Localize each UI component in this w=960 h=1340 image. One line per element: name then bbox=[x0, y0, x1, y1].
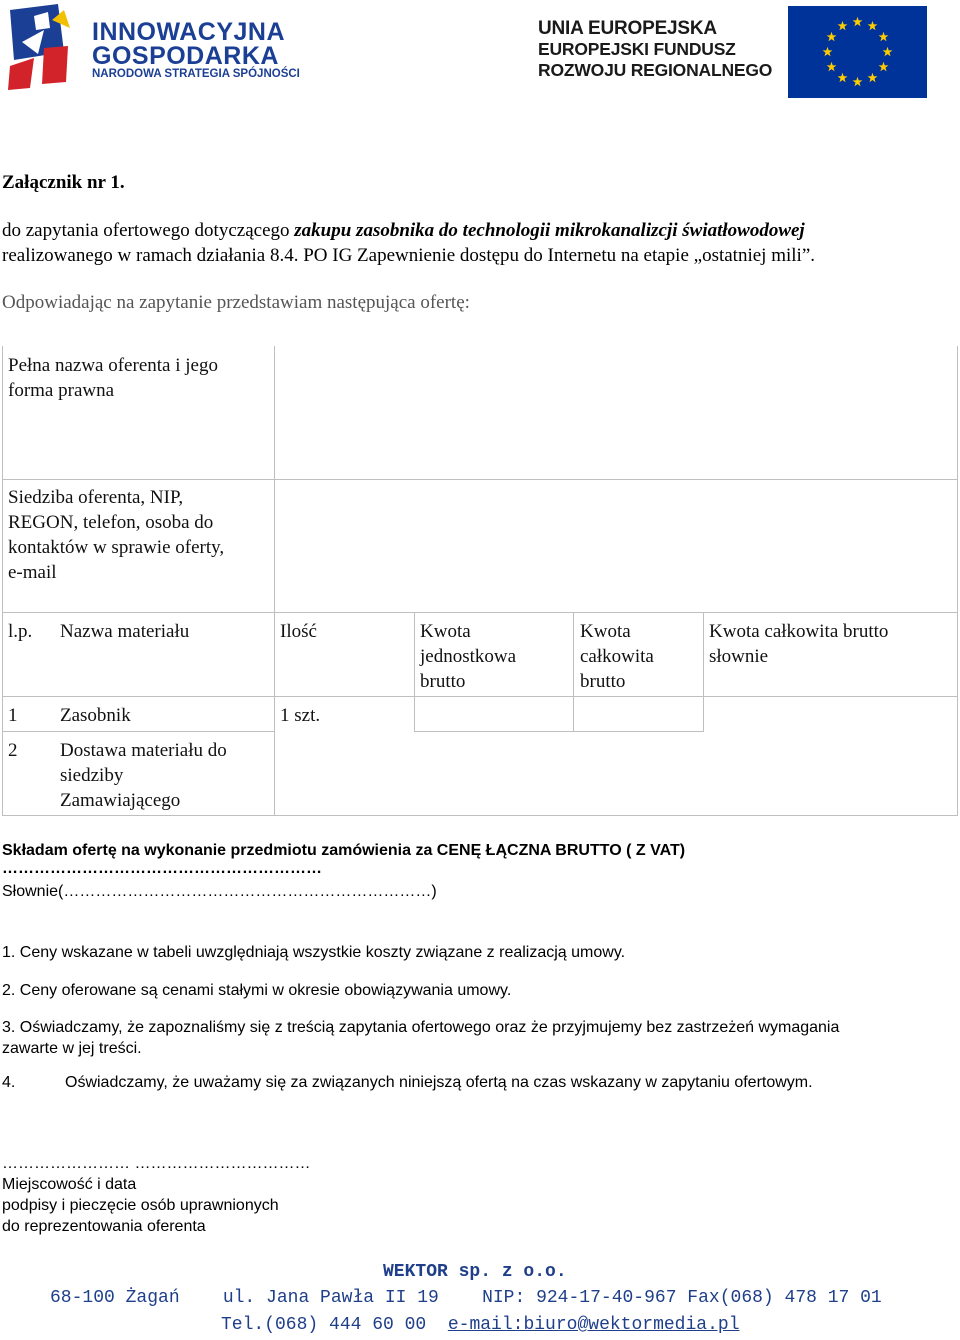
row2-lp: 2 bbox=[8, 740, 18, 761]
signature-block bbox=[2, 1153, 310, 1237]
row2-name-line1: Dostawa materiału do bbox=[60, 740, 227, 761]
items-header-divider bbox=[2, 696, 958, 697]
header-words-line2: słownie bbox=[709, 646, 769, 667]
row2-name bbox=[60, 738, 227, 813]
header-unit-price bbox=[420, 619, 516, 694]
point-1: 1. Ceny wskazane w tabeli uwzględniają wszystkie koszty związane z realizacją umowy. bbox=[2, 944, 626, 961]
header-qty: Ilość bbox=[280, 621, 317, 642]
point-4-text: Oświadczamy, że uważamy się za związanych niniejszą ofertą na czas wskazany w zapytaniu ofertowym. bbox=[65, 1074, 813, 1091]
point-2: 2. Ceny oferowane są cenami stałymi w okresie obowiązywania umowy. bbox=[2, 982, 512, 999]
header-total-price bbox=[580, 619, 654, 694]
intro-plain-text: do zapytania ofertowego dotyczącego bbox=[2, 220, 295, 241]
header-words-line1: Kwota całkowita brutto bbox=[709, 621, 889, 642]
row2-name-line3: Zamawiającego bbox=[60, 790, 181, 811]
items-col-words-line bbox=[703, 612, 704, 732]
point-4-number: 4. bbox=[2, 1074, 16, 1091]
seat-label bbox=[8, 485, 224, 585]
header-total-in-words bbox=[709, 619, 888, 669]
point-3-line2: zawarte w jej treści. bbox=[2, 1040, 142, 1057]
intro-line-1 bbox=[2, 218, 805, 243]
signature-representation: do reprezentowania oferenta bbox=[2, 1218, 206, 1235]
intro-subject-text: zakupu zasobnika do technologii mikrokanalizcji światłowodowej bbox=[294, 220, 805, 241]
header-unit-line1: Kwota bbox=[420, 621, 471, 642]
attachment-title: Załącznik nr 1. bbox=[2, 172, 125, 193]
footer-contact-line bbox=[221, 1315, 740, 1335]
signature-authorized-persons: podpisy i pieczęcie osób uprawnionych bbox=[2, 1197, 279, 1214]
footer-phone: Tel.(068) 444 60 00 bbox=[221, 1315, 427, 1335]
point-3 bbox=[2, 1017, 839, 1059]
full-name-value-cell[interactable] bbox=[274, 346, 958, 480]
items-col-qty-line bbox=[274, 612, 275, 816]
row1-name: Zasobnik bbox=[60, 705, 131, 726]
signature-place-date: Miejscowość i data bbox=[2, 1176, 137, 1193]
header-name: Nazwa materiału bbox=[60, 621, 190, 642]
items-col-total-line bbox=[573, 612, 574, 732]
header-total-line2: całkowita bbox=[580, 646, 654, 667]
innowacyjna-gospodarka-logo bbox=[4, 2, 324, 94]
items-col-unit-line bbox=[414, 612, 415, 732]
ig-logo-line3: NARODOWA STRATEGIA SPÓJNOŚCI bbox=[92, 68, 300, 80]
eu-fund-logo-text bbox=[538, 18, 778, 81]
signature-dots: …………………… …………………………… bbox=[2, 1155, 311, 1172]
point-4 bbox=[2, 1074, 813, 1092]
items-row1-divider-left bbox=[2, 731, 275, 732]
total-price-dots: …………………………………………………… bbox=[2, 860, 322, 877]
full-name-label-line1: Pełna nazwa oferenta i jego bbox=[8, 355, 218, 376]
seat-label-line2: REGON, telefon, osoba do bbox=[8, 512, 214, 533]
header-unit-line2: jednostkowa bbox=[420, 646, 517, 667]
ig-logo-mark-icon bbox=[4, 2, 94, 94]
items-row1-divider-mid bbox=[414, 731, 704, 732]
footer-email-link[interactable]: e-mail:biuro@wektormedia.pl bbox=[447, 1315, 740, 1335]
ue-logo-line2: EUROPEJSKI FUNDUSZ bbox=[538, 39, 736, 59]
full-name-label-line2: forma prawna bbox=[8, 380, 115, 401]
header-unit-line3: brutto bbox=[420, 671, 466, 692]
price-in-words-line: Słownie(……………………………………………………………) bbox=[2, 883, 437, 900]
ig-logo-line2: GOSPODARKA bbox=[92, 42, 279, 70]
seat-label-line3: kontaktów w sprawie oferty, bbox=[8, 537, 225, 558]
seat-label-line1: Siedziba oferenta, NIP, bbox=[8, 487, 184, 508]
total-price-statement: Składam ofertę na wykonanie przedmiotu zamówienia za CENĘ ŁĄCZNA BRUTTO ( Z VAT) bbox=[2, 842, 686, 859]
header-total-line1: Kwota bbox=[580, 621, 631, 642]
seat-value-cell[interactable] bbox=[274, 479, 958, 613]
footer-company: WEKTOR sp. z o.o. bbox=[383, 1262, 567, 1282]
row1-lp: 1 bbox=[8, 705, 18, 726]
header-total-line3: brutto bbox=[580, 671, 626, 692]
row2-name-line2: siedziby bbox=[60, 765, 124, 786]
ue-logo-line3: ROZWOJU REGIONALNEGO bbox=[538, 60, 773, 80]
eu-flag-icon bbox=[788, 6, 927, 98]
ig-logo-line1: INNOWACYJNA bbox=[92, 18, 286, 46]
ue-logo-line1: UNIA EUROPEJSKA bbox=[538, 18, 717, 39]
offer-lead-text: Odpowiadając na zapytanie przedstawiam następująca ofertę: bbox=[2, 292, 470, 313]
point-3-line1: 3. Oświadczamy, że zapoznaliśmy się z treścią zapytania ofertowego oraz że przyjmujemy bez zastrzeżeń wymagania bbox=[2, 1019, 840, 1036]
header-lp: l.p. bbox=[8, 621, 33, 642]
intro-line-2: realizowanego w ramach działania 8.4. PO IG Zapewnienie dostępu do Internetu na etapie „ostatniej mili”. bbox=[2, 245, 816, 266]
footer-address-line: 68-100 Żagań ul. Jana Pawła II 19 NIP: 924-17-40-967 Fax(068) 478 17 01 bbox=[50, 1288, 882, 1308]
seat-label-line4: e-mail bbox=[8, 562, 57, 583]
row1-qty: 1 szt. bbox=[280, 705, 321, 726]
full-name-label bbox=[8, 353, 218, 403]
